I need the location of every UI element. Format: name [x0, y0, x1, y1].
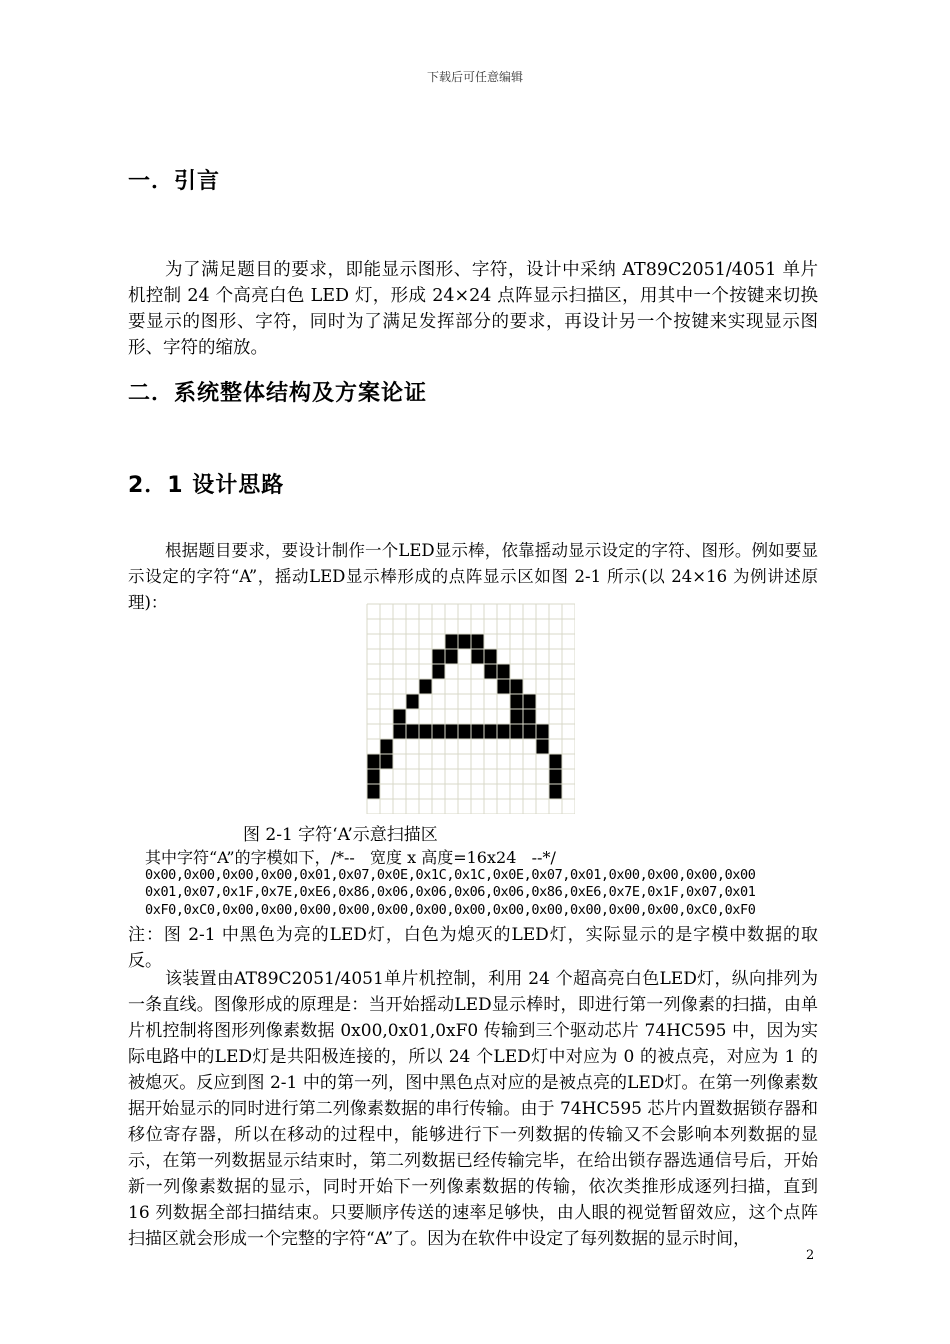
lit-led-cell [524, 725, 536, 739]
lit-led-cell [459, 725, 471, 739]
lit-led-cell [524, 695, 536, 709]
lit-led-cell [381, 740, 393, 754]
lit-led-cell [537, 725, 549, 739]
page-header-note: 下载后可任意编辑 [426, 70, 523, 84]
lit-led-cell [433, 665, 445, 679]
lit-led-cell [485, 725, 497, 739]
lit-led-cell [407, 695, 419, 709]
lit-led-cell [381, 755, 393, 769]
section-heading-structure: 二．系统整体结构及方案论证 [128, 381, 428, 406]
lit-led-cell [550, 785, 562, 799]
lit-led-cell [368, 785, 380, 799]
lit-led-cell [472, 650, 484, 664]
section-heading-intro: 一．引言 [128, 169, 221, 194]
intro-paragraph [128, 257, 818, 361]
intro-paragraph-text: 为了满足题目的要求，即能显示图形、字符，设计中采纳 AT89C2051/4051 单片机控制 24 个高亮白色 LED 灯，形成 24×24 点阵显示扫描区，用其中一个按键来切换要显示的图形、字符，同时为了满足发挥部分的要求，再设计另一个按键来实现显示图形、字符的缩放。 [128, 260, 818, 358]
lit-led-cell [446, 635, 458, 649]
lit-led-cell [511, 680, 523, 694]
lit-led-cell [394, 725, 406, 739]
character-a-scan-grid [365, 602, 575, 814]
page-number: 2 [806, 1248, 815, 1263]
body-paragraph [128, 966, 818, 1252]
lit-led-cell [446, 725, 458, 739]
lit-led-cell [498, 680, 510, 694]
lit-led-cell [472, 725, 484, 739]
lit-led-cell [368, 770, 380, 784]
lit-led-cell [498, 665, 510, 679]
lit-led-cell [498, 725, 510, 739]
font-model-line-1: 0x00,0x00,0x00,0x00,0x01,0x07,0x0E,0x1C,0x1C,0x0E,0x07,0x01,0x00,0x00,0x00,0x00 [145, 867, 756, 883]
lit-led-cell [407, 725, 419, 739]
lit-led-cell [472, 635, 484, 649]
lit-led-cell [433, 725, 445, 739]
lit-led-cell [550, 770, 562, 784]
lit-led-cell [394, 710, 406, 724]
lit-led-cell [420, 680, 432, 694]
font-model-line-2: 0x01,0x07,0x1F,0x7E,0xE6,0x86,0x06,0x06,0x06,0x06,0x86,0xE6,0x7E,0x1F,0x07,0x01 [145, 884, 756, 900]
lit-led-cell [368, 755, 380, 769]
note-text: 注：图 2-1 中黑色为亮的LED灯，白色为熄灭的LED灯，实际显示的是字模中数据的取反。 [128, 925, 818, 971]
lit-led-cell [485, 650, 497, 664]
lit-led-cell [446, 650, 458, 664]
lit-led-cell [420, 725, 432, 739]
lit-led-cell [511, 710, 523, 724]
lit-led-cell [459, 635, 471, 649]
lit-led-cell [550, 755, 562, 769]
font-model-line-3: 0xF0,0xC0,0x00,0x00,0x00,0x00,0x00,0x00,0x00,0x00,0x00,0x00,0x00,0x00,0xC0,0xF0 [145, 902, 756, 918]
lit-led-cell [524, 710, 536, 724]
lit-led-cell [433, 650, 445, 664]
lit-led-cell [537, 740, 549, 754]
lit-led-cell [511, 695, 523, 709]
design-idea-text: 根据题目要求，要设计制作一个LED显示棒，依靠摇动显示设定的字符、图形。例如要显示设定的字符“A”，摇动LED显示棒形成的点阵显示区如图 2-1 所示(以 24×16 为例讲述原理)： [128, 541, 818, 612]
lit-led-cell [511, 725, 523, 739]
font-model-intro: 其中字符“A”的字模如下，/*-- 宽度 x 高度=16x24 --*/ [145, 848, 556, 867]
figure-caption: 图 2-1 字符‘A’示意扫描区 [243, 825, 438, 845]
body-text: 该装置由AT89C2051/4051单片机控制，利用 24 个超高亮白色LED灯，纵向排列为一条直线。图像形成的原理是：当开始摇动LED显示棒时，即进行第一列像素的扫描，由单片机控制将图形列像素数据 0x00,0x01,0xF0 传输到三个驱动芯片 74HC595 中，因为实际电路中的LED灯是共阳极连接的，所以 24 个LED灯中对应为 0 的被点亮，对应为 1 的被熄灭。反应到图 2-1 中的第一列，图中黑色点对应的是被点亮的LED灯。在第一列像素数据开始显示的同时进行第二列像素数据的串行传输。由于 74HC595 芯片内置数据锁存器和移位寄存器，所以在移动的过程中，能够进行下一列数据的传输又不会影响本列数据的显示，在第一列数据显示结束时，第二列数据已经传输完毕，在给出锁存器选通信号后，开始新一列像素数据的显示，同时开始下一列像素数据的传输，依次类推形成逐列扫描，直到 16 列数据全部扫描结束。只要顺序传送的速率足够快，由人眼的视觉暂留效应，这个点阵扫描区就会形成一个完整的字符“A”了。因为在软件中设定了每列数据的显示时间， [128, 969, 818, 1249]
section-heading-design-idea: 2．1 设计思路 [128, 473, 285, 498]
lit-led-cell [485, 665, 497, 679]
